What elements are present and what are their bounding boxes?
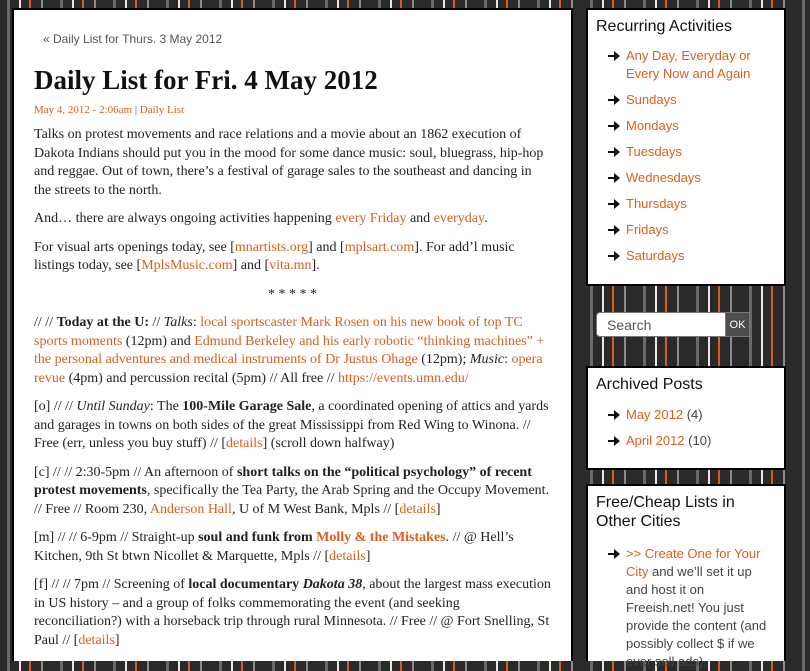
- text: and: [406, 211, 434, 226]
- recurring-item: [596, 91, 776, 109]
- anderson-hall-link[interactable]: Anderson Hall: [149, 501, 232, 517]
- text: . // @ Hell’s Kitchen, 9th St btwn Nicollet & Marquette, Mpls // [: [34, 530, 514, 564]
- listing-heading: short talks on the “political psychology” of recent protest movements: [34, 464, 532, 498]
- text: , U of M West Bank, Mpls // [: [231, 501, 400, 517]
- archive-item: [596, 406, 776, 424]
- listing-garage-sale: [34, 398, 551, 454]
- arrow-right-icon: [614, 51, 620, 61]
- post-date-link[interactable]: May 4, 2012 - 2:06am: [34, 104, 133, 116]
- details-link[interactable]: details: [78, 632, 115, 648]
- text: :: [192, 315, 201, 330]
- intro-paragraph: Talks on protest movements and race relations and a movie about an 1862 execution of Dakota Indians should put you in the mood for some dance music: soul, bluegrass, hip-hop and reggae. Out of town, there’s a festival of garage sales to the southeast and dancing in the streets to the north.: [34, 127, 544, 198]
- text: ]. For add’l music listings today, see [: [34, 239, 515, 273]
- text: // //: [34, 315, 57, 330]
- mplsmusic-link[interactable]: MplsMusic.com: [141, 258, 233, 273]
- recurring-item: [596, 195, 776, 213]
- other-cities-widget: [586, 484, 786, 669]
- listing-heading: local documentary: [188, 577, 303, 592]
- arrow-right-icon: [614, 251, 620, 261]
- meta-separator: |: [132, 104, 140, 116]
- listing-protest-talks: [34, 464, 551, 520]
- text: :: [504, 352, 512, 367]
- music-label: Music: [469, 352, 505, 367]
- text: , about the largest mass execution in US history – and a group of folks commemorating the event (and seeking reconciliation?) with a horseback trip through rural Minnesota. // Free // @ Fort Snelling, St Paul // [: [34, 577, 551, 648]
- details-link[interactable]: details: [399, 501, 436, 517]
- listing-heading: soul and funk from: [198, 530, 317, 545]
- molly-mistakes-link[interactable]: Molly & the Mistakes: [316, 530, 446, 545]
- text: .: [484, 211, 488, 226]
- recurring-link-any-day[interactable]: Any Day, Everyday or Every Now and Again: [626, 48, 751, 81]
- recurring-item: [596, 247, 776, 265]
- text: For visual arts openings today, see [: [34, 239, 235, 255]
- archive-list: [596, 406, 776, 450]
- text: ] and [: [232, 258, 270, 273]
- recurring-item: [596, 47, 776, 83]
- text: //: [149, 315, 164, 330]
- details-link[interactable]: details: [226, 436, 263, 451]
- mplsart-link[interactable]: mplsart.com: [344, 239, 415, 255]
- text: ]: [114, 632, 120, 648]
- everyday-link[interactable]: everyday: [433, 211, 485, 226]
- recurring-link-wednesdays[interactable]: Wednesdays: [626, 170, 701, 185]
- talks-label: Talks: [163, 315, 193, 330]
- text: (12pm) and: [122, 333, 195, 349]
- widget-title: Recurring Activities: [596, 18, 733, 35]
- text: And… there are always ongoing activities happening: [34, 211, 336, 226]
- text: ] and [: [308, 239, 345, 255]
- widget-title: Free/Cheap Lists in Other Cities: [596, 494, 735, 530]
- cities-list: [596, 545, 776, 671]
- text: , specifically the Tea Party, the Arab Spring and the Occupy Movement. // Free // Room 230,: [34, 483, 550, 517]
- recurring-link-mondays[interactable]: Mondays: [626, 118, 679, 133]
- archived-posts-widget: [586, 366, 786, 470]
- archive-link-may-2012[interactable]: May 2012: [626, 407, 684, 422]
- recurring-list: [596, 47, 776, 265]
- text: ]: [365, 548, 371, 564]
- text: : The: [149, 399, 183, 414]
- recurring-link-saturdays[interactable]: Saturdays: [626, 248, 685, 263]
- recurring-link-thursdays[interactable]: Thursdays: [626, 196, 687, 211]
- create-city-list-link[interactable]: >> Create One for Your City: [626, 546, 761, 579]
- listing-heading: Today at the U:: [56, 315, 149, 330]
- ongoing-paragraph: [34, 210, 551, 229]
- film-title: Dakota 38: [302, 577, 363, 592]
- text: ]: [435, 501, 441, 517]
- search-input[interactable]: [596, 312, 725, 337]
- post-count: (10): [684, 433, 712, 448]
- cities-description: and we’ll set it up and host it on Freeish.net! You just provide the content (and possibly collect $ if we ever sell ads).: [626, 564, 767, 669]
- arrow-right-icon: [614, 436, 620, 446]
- text: (12pm);: [417, 352, 470, 367]
- listing-dakota-38: [34, 576, 551, 650]
- mark-rosen-link[interactable]: local sportscaster Mark Rosen on his new book of top TC sports moments: [34, 315, 523, 349]
- recurring-item: [596, 117, 776, 135]
- listing-umn: [34, 314, 551, 388]
- recurring-activities-widget: [586, 8, 786, 286]
- text: [o] // //: [34, 399, 77, 414]
- arrow-right-icon: [614, 147, 620, 157]
- recurring-item: [596, 169, 776, 187]
- opera-revue-link[interactable]: opera revue: [34, 352, 543, 386]
- recurring-item: [596, 221, 776, 239]
- search-submit-button[interactable]: OK: [725, 312, 750, 337]
- mnartists-link[interactable]: mnartists.org: [234, 239, 309, 255]
- arrow-right-icon: [614, 95, 620, 105]
- listing-heading: 100-Mile Garage Sale: [182, 399, 312, 414]
- listing-soul-funk: [34, 529, 551, 566]
- recurring-link-sundays[interactable]: Sundays: [626, 92, 677, 107]
- main-content: [12, 8, 573, 661]
- previous-post-link[interactable]: « Daily List for Thurs. 3 May 2012: [43, 32, 223, 46]
- cities-item: [596, 545, 776, 671]
- text: (4pm) and percussion recital (5pm) // All free //: [65, 370, 339, 386]
- category-link[interactable]: Daily List: [139, 104, 185, 116]
- recurring-link-fridays[interactable]: Fridays: [626, 222, 669, 237]
- section-divider: * * * * *: [268, 286, 317, 302]
- text: [m] // // 6-9pm // Straight-up: [34, 530, 199, 545]
- text: [c] // // 2:30-5pm // An afternoon of: [34, 464, 237, 480]
- arrow-right-icon: [614, 410, 620, 420]
- widget-title: Archived Posts: [596, 376, 703, 393]
- arrow-right-icon: [614, 199, 620, 209]
- visual-arts-paragraph: [34, 239, 551, 276]
- post-count: (4): [683, 407, 703, 422]
- arrow-right-icon: [614, 121, 620, 131]
- post-meta: [34, 104, 551, 116]
- text: , a coordinated opening of attics and yards and garages in towns on both sides of the great Mississippi from Red Wing to Winona. // Free (err, unless you buy stuff) // [: [34, 399, 549, 451]
- text: [f] // // 7pm // Screening of: [34, 577, 189, 592]
- until-label: Until Sunday: [76, 399, 150, 414]
- arrow-right-icon: [614, 549, 620, 559]
- text: ] (scroll down halfway): [262, 436, 395, 451]
- arrow-right-icon: [614, 225, 620, 235]
- archive-item: [596, 432, 776, 450]
- search-form: [596, 312, 750, 337]
- arrow-right-icon: [614, 173, 620, 183]
- umn-events-link[interactable]: https://events.umn.edu/: [338, 370, 469, 386]
- edmund-berkeley-link[interactable]: Edmund Berkeley and his early robotic “thinking machines” + the personal adventures and medical instruments of Dr Justus Ohage: [34, 333, 545, 367]
- recurring-link-tuesdays[interactable]: Tuesdays: [626, 144, 682, 159]
- recurring-item: [596, 143, 776, 161]
- post-title: Daily List for Fri. 4 May 2012: [34, 65, 378, 95]
- vita-mn-link[interactable]: vita.mn: [269, 258, 312, 273]
- every-friday-link[interactable]: every Friday: [335, 211, 407, 226]
- post-body: [34, 126, 551, 650]
- details-link[interactable]: details: [329, 548, 366, 564]
- archive-link-april-2012[interactable]: April 2012: [626, 433, 685, 448]
- text: ].: [311, 258, 320, 273]
